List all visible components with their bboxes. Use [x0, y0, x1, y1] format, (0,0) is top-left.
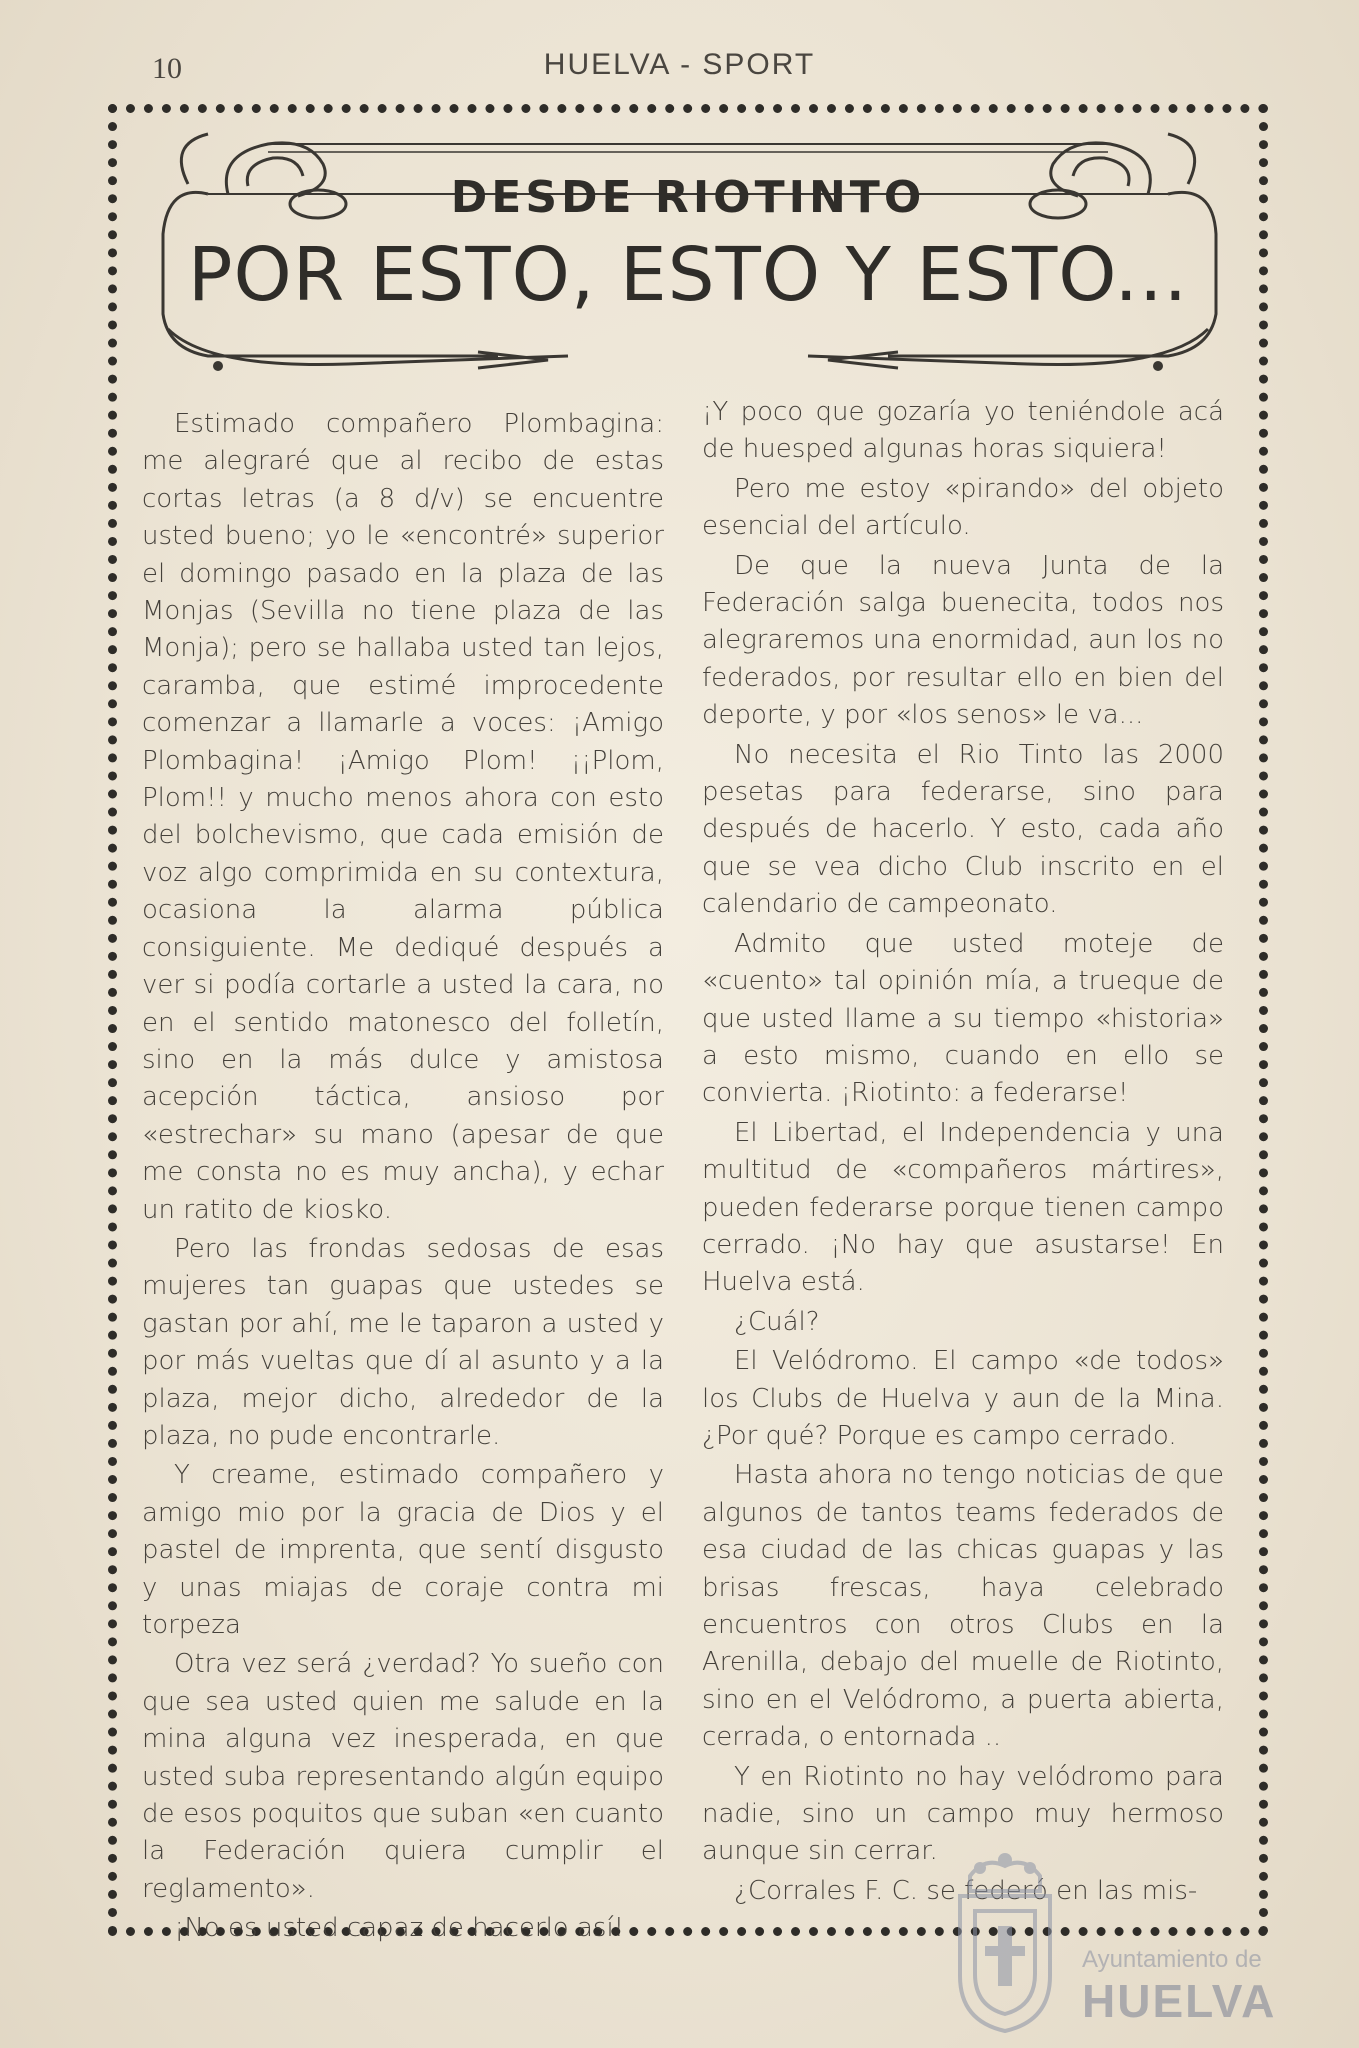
article-header	[148, 124, 1228, 374]
paragraph: Otra vez será ¿verdad? Yo sueño con que sea usted quien me salude en la mina alguna vez inesperada, en que usted suba representando algún equipo de esos poquitos que suban «en cuanto la Federación quiera cumplir el reglamento».	[142, 1649, 664, 1904]
paragraph: ¿Corrales F. C. se federó en las mis-	[734, 1875, 1198, 1906]
paragraph: El Libertad, el Independencia y una multitud de «compañeros mártires», pueden federarse porque tienen campo cerrado. ¡No hay que asustarse! En Huelva está.	[702, 1117, 1224, 1298]
right-column	[702, 394, 1224, 1904]
paragraph: Pero me estoy «pirando» del objeto esencial del artículo.	[702, 473, 1224, 542]
watermark-line-2: HUELVA	[1082, 1975, 1277, 2027]
article-title: POR ESTO, ESTO Y ESTO...	[187, 232, 1189, 318]
paragraph: ¡No es usted capaz de hacerlo así!	[174, 1913, 625, 1944]
paragraph: Y en Riotinto no hay velódromo para nadie, sino un campo muy hermoso aunque sin cerrar.	[702, 1761, 1224, 1867]
library-watermark	[940, 1846, 1280, 2046]
watermark-line-1: Ayuntamiento de	[1082, 1946, 1262, 1973]
article-kicker: DESDE RIOTINTO	[450, 172, 926, 223]
paragraph: ¡Y poco que gozaría yo teniéndole acá de huesped algunas horas siquiera!	[702, 397, 1224, 465]
left-column	[142, 406, 664, 1944]
paragraph: El Velódromo. El campo «de todos» los Clubs de Huelva y aun de la Mina. ¿Por qué? Porque es campo cerrado.	[702, 1346, 1224, 1451]
paragraph: De que la nueva Junta de la Federación salga buenecita, todos nos alegraremos una enormidad, aun los no federados, por resultar ello en bien del deporte, y por «los senos» le va...	[702, 550, 1224, 731]
paragraph: No necesita el Rio Tinto las 2000 pesetas para federarse, sino para después de hacerlo. Y esto, cada año que se vea dicho Club inscrito en el calendario de campeonato.	[702, 739, 1224, 920]
paragraph: Pero las frondas sedosas de esas mujeres tan guapas que ustedes se gastan por ahí, me le taparon a usted y por más vueltas que dí al asunto y a la plaza, mejor dicho, alrededor de la plaza, no pude encontrarle.	[142, 1233, 664, 1451]
running-head: HUELVA - SPORT	[543, 48, 816, 81]
paragraph: Hasta ahora no tengo noticias de que algunos de tantos teams federados de esa ciudad de las chicas guapas y las brisas frescas, haya celebrado encuentros con otros Clubs en la Arenilla, debajo del muelle de Riotinto, sino en el Velódromo, a puerta abierta, cerrada, o entornada ..	[702, 1460, 1224, 1753]
paragraph: ¿Cuál?	[734, 1306, 820, 1337]
paragraph: Y creame, estimado compañero y amigo mio por la gracia de Dios y el pastel de imprenta, que sentí disgusto y unas miajas de coraje contra mi torpeza	[142, 1460, 664, 1640]
paragraph: Estimado compañero Plombagina: me alegraré que al recibo de estas cortas letras (a 8 d/v) se encuentre usted bueno; yo le «encontré» superior el domingo pasado en la plaza de las Monjas (Sevilla no tiene plaza de las Monja); pero se hallaba usted tan lejos, caramba, que estimé improcedente comenzar a llamarle a voces: ¡Amigo Plombagina! ¡Amigo Plom! ¡¡Plom, Plom!! y mucho menos ahora con esto del bolchevismo, que cada emisión de voz algo comprimida en su contextura, ocasiona la alarma pública consiguiente. Me dediqué después a ver si podía cortarle a usted la cara, no en el sentido matonesco del folletín, sino en la más dulce y amistosa acepción táctica, ansioso por «estrechar» su mano (apesar de que me consta no es muy ancha), y echar un ratito de kiosko.	[142, 409, 664, 1225]
page-number: 10	[152, 52, 182, 85]
paragraph: Admito que usted moteje de «cuento» tal opinión mía, a trueque de que usted llame a su tiempo «historia» a esto mismo, cuando en ello se convierta. ¡Riotinto: a federarse!	[702, 928, 1224, 1109]
coat-of-arms-icon	[940, 1846, 1070, 2036]
